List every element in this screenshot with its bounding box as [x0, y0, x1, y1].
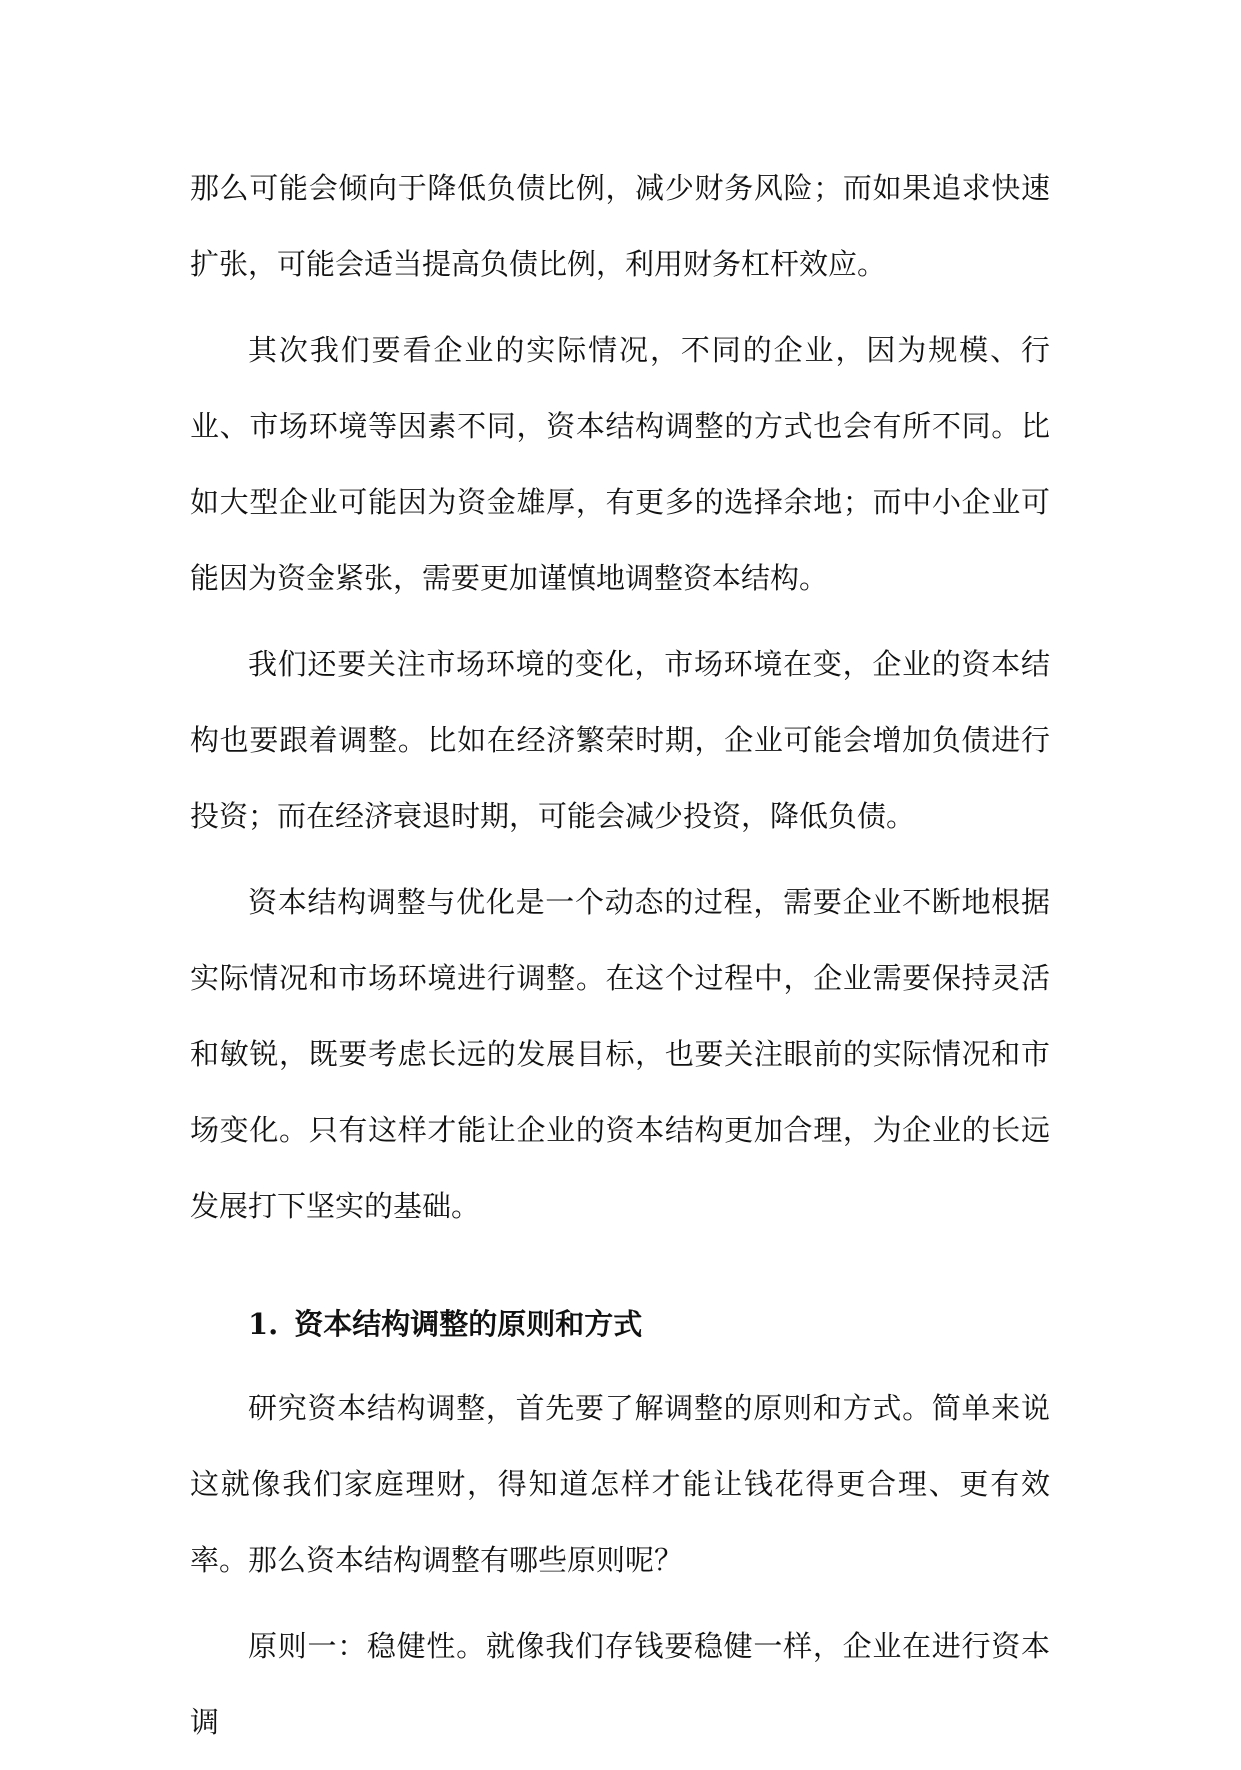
section-number: 1.	[248, 1307, 279, 1341]
section-heading	[190, 1286, 1050, 1362]
paragraph-principles-intro: 研究资本结构调整，首先要了解调整的原则和方式。简单来说这就像我们家庭理财，得知道怎样才能让钱花得更合理、更有效率。那么资本结构调整有哪些原则呢？	[190, 1391, 1050, 1577]
paragraph-dynamic-process: 资本结构调整与优化是一个动态的过程，需要企业不断地根据实际情况和市场环境进行调整。在这个过程中，企业需要保持灵活和敏锐，既要考虑长远的发展目标，也要关注眼前的实际情况和市场变化。只有这样才能让企业的资本结构更加合理，为企业的长远发展打下坚实的基础。	[190, 885, 1050, 1223]
paragraph-continuation: 那么可能会倾向于降低负债比例，减少财务风险；而如果追求快速扩张，可能会适当提高负债比例，利用财务杠杆效应。	[190, 171, 1050, 281]
paragraph-company-situation: 其次我们要看企业的实际情况，不同的企业，因为规模、行业、市场环境等因素不同，资本结构调整的方式也会有所不同。比如大型企业可能因为资金雄厚，有更多的选择余地；而中小企业可能因为资金紧张，需要更加谨慎地调整资本结构。	[190, 333, 1050, 595]
section-title: 资本结构调整的原则和方式	[294, 1307, 643, 1341]
document-page	[190, 150, 1050, 1770]
paragraph-principle-one: 原则一：稳健性。就像我们存钱要稳健一样，企业在进行资本调	[190, 1629, 1050, 1739]
paragraph-market-changes: 我们还要关注市场环境的变化，市场环境在变，企业的资本结构也要跟着调整。比如在经济繁荣时期，企业可能会增加负债进行投资；而在经济衰退时期，可能会减少投资，降低负债。	[190, 647, 1050, 833]
